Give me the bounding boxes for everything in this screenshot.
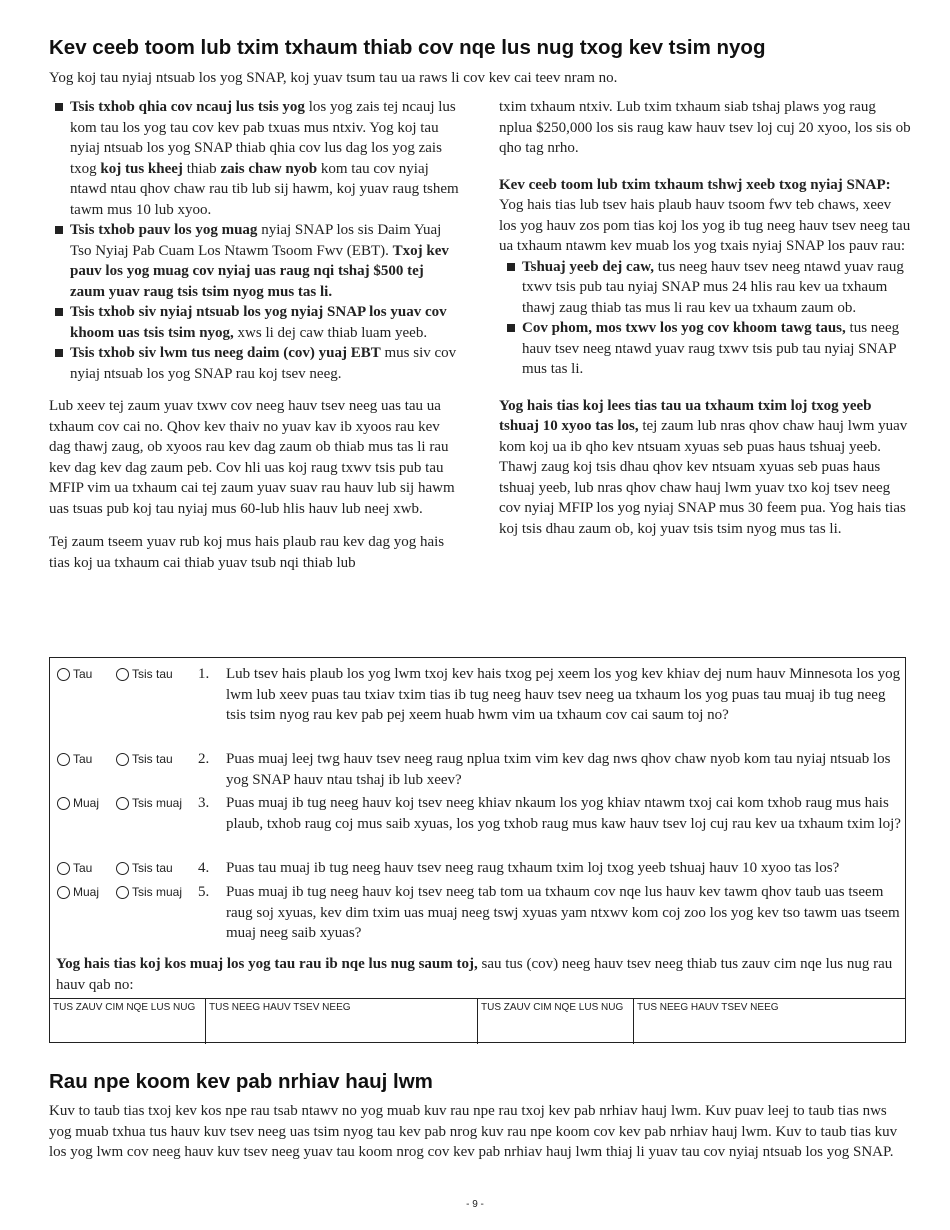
- question-number: 5.: [198, 884, 210, 900]
- bullet-bold-text: Tsis txhob qhia cov ncauj lus tsis yog: [70, 99, 305, 115]
- drug-test-text: tej zaum lub nras qhov chaw hauj lwm yuav kom koj ua ib qho kev ntsuam xyuas seb puas haus tshuaj yeeb. Thawj zaug koj tsis dhau qhov kev ntsuam xyuas seb puas haus tshuaj yeeb, lub nras qhov chaw hauj lwm yuav txo koj tsev neeg cov nyiaj MFIP los yog nyiaj SNAP mus 30 feem pua. Yog hais tias koj tsis dhau zaum ob, koj yuav tsis tsim nyog mus tas li.: [499, 418, 908, 537]
- square-bullet-icon: [507, 324, 515, 332]
- bullet-bold-text: Txoj kev pauv los yog muag cov nyiaj uas raug nqi tshaj $500 tej zaum yuav raug tsis tsim nyog mus tas li.: [70, 242, 449, 300]
- radio-circle-icon[interactable]: [116, 862, 129, 875]
- left-column: [49, 97, 459, 586]
- radio-circle-icon[interactable]: [57, 886, 70, 899]
- answer-no-radio[interactable]: [116, 861, 173, 875]
- bullet-bold-text: koj tus kheej: [100, 160, 183, 177]
- answer-no-radio[interactable]: [116, 752, 173, 766]
- penalty-continued-paragraph: txim txhaum ntxiv. Lub txim txhaum siab tshaj plaws yog raug nplua $250,000 los sis raug kaw hauv tsev loj cuj 20 xyoo, los sis ob qho tag nrho.: [499, 99, 911, 156]
- question-text: Puas tau muaj ib tug neeg hauv tsev neeg raug txhaum txim loj txog yeeb tshuaj hauv 10 xyoo tas los?: [226, 860, 840, 876]
- question-number: 1.: [198, 666, 210, 682]
- intro-text: Yog koj tau nyiaj ntsuab los yog SNAP, koj yuav tsum tau ua raws li cov kev cai teev nram no.: [49, 70, 618, 86]
- radio-circle-icon[interactable]: [116, 886, 129, 899]
- answer-yes-radio[interactable]: [57, 667, 92, 681]
- page-number: - 9 -: [466, 1199, 484, 1210]
- bullet-text: tus neeg hauv tsev neeg ntawd yuav raug txwv tsis pub tau nyiaj SNAP mus 24 hlis rau kev ua txhaum thawj zaug thiab tas mus li rau kev ua txhaum zaum ob.: [522, 258, 904, 316]
- radio-circle-icon[interactable]: [57, 753, 70, 766]
- question-text: Lub tsev hais plaub los yog lwm txoj kev hais txog pej xeem los yog kev khiav dej num hauv Minnesota los yog lwm lub xeev puas tau txiav txim tias ib tug neeg hauv tsev neeg ua txhaum los yog puas tau muaj ib tug neeg tsis tsim nyog rau kev pab pej xeem huab hwm vim ua txhaum cov cai saum toj no?: [226, 666, 901, 723]
- bullet-bold-text: Tsis txhob siv lwm tus neeg daim (cov) yuaj EBT: [70, 345, 381, 361]
- question-number: 2.: [198, 751, 210, 767]
- answer-yes-label: Tau: [73, 861, 93, 875]
- snap-bullet-1: [521, 257, 911, 319]
- penalty-bullet-2: [69, 220, 459, 302]
- eligibility-questions-box: [49, 657, 906, 1043]
- drug-test-title: Yog hais tias koj lees tias tau ua txhaum txim loj txog yeeb tshuaj 10 xyoo tas los,: [499, 397, 872, 434]
- square-bullet-icon: [55, 308, 63, 316]
- section-heading-employment: Rau npe koom kev pab nrhiav hauj lwm: [49, 1070, 433, 1093]
- snap-penalty-title: Kev ceeb toom lub txim txhaum tshwj xeeb txog nyiaj SNAP:: [499, 176, 891, 193]
- snap-penalty-paragraph: [499, 175, 911, 257]
- household-member-field-1[interactable]: TUS NEEG HAUV TSEV NEEG: [206, 999, 478, 1044]
- answer-no-label: Tsis tau: [132, 752, 173, 766]
- snap-bullet-list: [499, 257, 911, 380]
- box-instruction: [56, 954, 901, 995]
- square-bullet-icon: [55, 103, 63, 111]
- radio-circle-icon[interactable]: [57, 862, 70, 875]
- question-number-field-1[interactable]: TUS ZAUV CIM NQE LUS NUG: [50, 999, 206, 1044]
- bullet-bold-text: Tshuaj yeeb dej caw,: [522, 258, 654, 275]
- answer-yes-radio[interactable]: [57, 861, 92, 875]
- answer-yes-label: Tau: [73, 667, 93, 681]
- question-number: 3.: [198, 795, 210, 811]
- answer-yes-radio[interactable]: [57, 752, 92, 766]
- bullet-bold-text: Cov phom, mos txwv los yog cov khoom tawg taus,: [522, 320, 846, 336]
- question-text: Puas muaj leej twg hauv tsev neeg raug nplua txim vim kev dag nws qhov chaw nyob kom tau nyiaj ntsuab los yog SNAP hauv ntau tshaj ib lub xeev?: [226, 751, 891, 788]
- drug-test-paragraph: [499, 396, 911, 540]
- answer-no-radio[interactable]: [116, 796, 182, 810]
- question-number-field-2[interactable]: TUS ZAUV CIM NQE LUS NUG: [478, 999, 634, 1044]
- snap-penalty-text: Yog hais tias lub tsev hais plaub hauv tsoom fwv teb chaws, xeev los yog hauv zos pom tias koj los yog ib tug neeg hauv tsev neeg tau ua txhaum ntawm kev muab los yog txais nyiaj SNAP los pauv rau:: [499, 197, 911, 254]
- bullet-text: mus siv cov nyiaj ntsuab los yog SNAP rau koj tsev neeg.: [70, 345, 457, 382]
- member-question-table: [50, 998, 906, 1044]
- bullet-bold-text: Tsis txhob pauv los yog muag: [70, 222, 258, 238]
- bullet-text: los yog zais tej ncauj lus kom tau los yog tau cov kev pab txuas mus ntxiv. Yog koj tau nyiaj ntsuab los yog SNAP thiab qhia cov lus dag los yog zais txog: [70, 99, 456, 177]
- penalty-bullet-1: [69, 97, 459, 220]
- answer-yes-label: Tau: [73, 752, 93, 766]
- bullet-text: tus neeg hauv tsev neeg ntawd yuav raug txwv tsis pub tau nyiaj SNAP mus tas li.: [522, 320, 900, 377]
- page-heading: Kev ceeb toom lub txim txhaum thiab cov nqe lus nug txog kev tsim nyog: [49, 36, 766, 59]
- radio-circle-icon[interactable]: [116, 753, 129, 766]
- penalty-paragraph: Lub xeev tej zaum yuav txwv cov neeg hauv tsev neeg uas tau ua txhaum cov cai no. Qhov kev thaiv no yuav kav ib xyoos rau kev dag thawj zaug, ob xyoos rau kev dag zaum ob thiab mus tas li rau kev dag kev dag zaum peb. Cov hli uas koj raug txwv tsis pub tau MFIP vim ua txhaum cai tej zaum yuav suav rau hauv lub sij hawm uas tsuas pub koj tau nyiaj mus 60-lub hlis hauv lub neej xwb.: [49, 398, 455, 517]
- answer-no-label: Tsis tau: [132, 667, 173, 681]
- box-instruction-bold: Yog hais tias koj kos muaj los yog tau rau ib nqe lus nug saum toj,: [56, 956, 478, 972]
- square-bullet-icon: [55, 349, 63, 357]
- question-text: Puas muaj ib tug neeg hauv koj tsev neeg tab tom ua txhaum cov nqe lus hauv kev tawm qhov taub uas tseem raug soj xyuas, kev dim txim uas muaj neeg tswj xyuas yam ntxwv kom coj zoo los yog kev tso tawm uas tseem muaj neeg saib xyuas?: [226, 884, 900, 941]
- question-number: 4.: [198, 860, 210, 876]
- answer-yes-label: Muaj: [73, 885, 100, 899]
- right-column: [499, 97, 911, 552]
- radio-circle-icon[interactable]: [57, 668, 70, 681]
- radio-circle-icon[interactable]: [57, 797, 70, 810]
- bullet-text: thiab: [182, 160, 221, 177]
- employment-paragraph: Kuv to taub tias txoj kev kos npe rau tsab ntawv no yog muab kuv rau npe rau txoj kev pab nrhiav hauj lwm. Kuv puav leej to taub tias nws yog muab txhua tus hauv kuv tsev neeg uas tsim nyog tau kev pab nrog kuv rau npe koom cov kev pab nrhiav hauj lwm. Kuv to taub tias kuv los yog lwm cov neeg hauv kuv tsev neeg yuav tau koom nrog cov kev pab nrhiav hauj lwm thiaj li yuav tau cov nyiaj ntsuab los yog SNAP.: [49, 1103, 898, 1160]
- answer-yes-radio[interactable]: [57, 885, 99, 899]
- answer-no-label: Tsis muaj: [132, 796, 183, 810]
- box-instruction-text: sau tus (cov) neeg hauv tsev neeg thiab tus zauv cim nqe lus nug rau hauv qab no:: [56, 956, 893, 993]
- bullet-bold-text: Tsis txhob siv nyiaj ntsuab los yog nyiaj SNAP los yuav cov khoom uas tsis tsim nyog,: [70, 304, 447, 341]
- answer-no-radio[interactable]: [116, 667, 173, 681]
- square-bullet-icon: [507, 263, 515, 271]
- answer-no-radio[interactable]: [116, 885, 182, 899]
- penalty-bullet-list: [49, 97, 459, 384]
- answer-no-label: Tsis muaj: [132, 885, 183, 899]
- answer-yes-radio[interactable]: [57, 796, 99, 810]
- bullet-text: nyiaj SNAP los sis Daim Yuaj Tso Nyiaj Pab Cuam Los Ntawm Tsoom Fwv (EBT).: [70, 222, 442, 259]
- bullet-bold-text: zais chaw nyob: [220, 160, 318, 177]
- bullet-text: xws li dej caw thiab luam yeeb.: [233, 324, 428, 341]
- penalty-bullet-3: [69, 302, 459, 343]
- snap-bullet-2: [521, 318, 911, 380]
- answer-yes-label: Muaj: [73, 796, 100, 810]
- radio-circle-icon[interactable]: [116, 668, 129, 681]
- bullet-text: kom tau cov nyiaj ntawd ntau qhov chaw rau tib lub sij hawm, koj yuav raug tshem tawm mus 10 lub xyoo.: [70, 160, 459, 218]
- prosecution-paragraph: Tej zaum tseem yuav rub koj mus hais plaub rau kev dag yog hais tias koj ua txhaum cai thiab yuav tsub nqi thiab lub: [49, 534, 445, 571]
- square-bullet-icon: [55, 226, 63, 234]
- household-member-field-2[interactable]: TUS NEEG HAUV TSEV NEEG: [637, 1002, 779, 1013]
- radio-circle-icon[interactable]: [116, 797, 129, 810]
- answer-no-label: Tsis tau: [132, 861, 173, 875]
- penalty-bullet-4: [69, 343, 459, 384]
- question-text: Puas muaj ib tug neeg hauv koj tsev neeg khiav nkaum los yog khiav ntawm txoj cai kom txhob raug mus hais plaub, txhob raug coj mus saib xyuas, los yog txhob raug mus kaw hauv tsev loj cuj rau kev ua txhaum txim loj?: [226, 795, 901, 832]
